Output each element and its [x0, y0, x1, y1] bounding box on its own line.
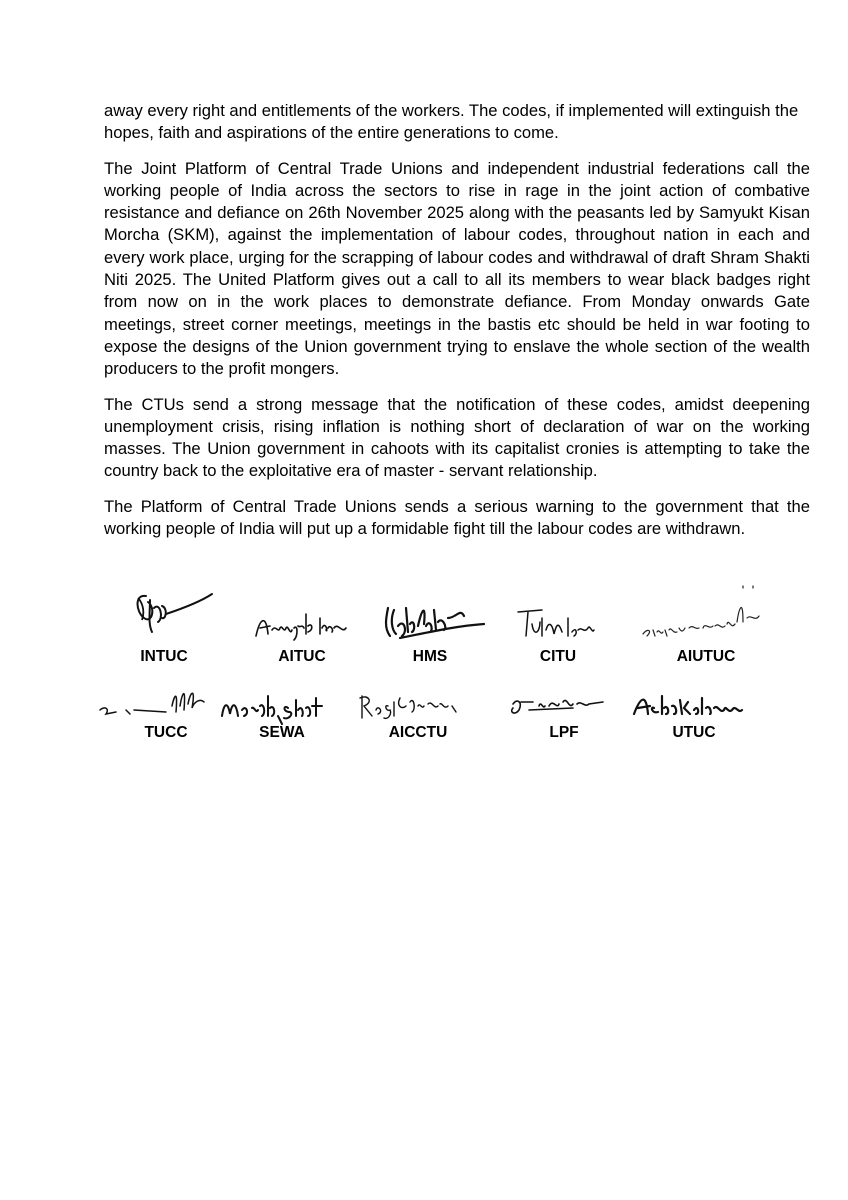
- signature-citu-icon: [498, 578, 618, 648]
- org-label-aituc: AITUC: [278, 648, 326, 665]
- org-label-hms: HMS: [412, 648, 448, 665]
- signature-aituc-icon: [242, 578, 362, 648]
- signatory-intuc: [84, 578, 244, 665]
- signatory-aicctu: [338, 676, 498, 741]
- org-label-citu: CITU: [539, 648, 577, 665]
- org-label-aicctu: AICCTU: [388, 724, 448, 741]
- paragraph-3: The CTUs send a strong message that the notification of these codes, amidst deepening unemployment crisis, rising inflation is nothing short of declaration of war on the working masses. The Union government in cahoots with its capitalist cronies is attempting to take the country back to the exploitative era of master - servant relationship.: [104, 394, 810, 481]
- signature-utuc-icon: [624, 676, 764, 726]
- org-label-aiutuc: AIUTUC: [676, 648, 736, 665]
- signature-lpf-icon: [499, 676, 629, 726]
- signatory-utuc: [614, 676, 774, 741]
- signatory-aiutuc: [626, 578, 786, 665]
- signature-sewa-icon: [212, 676, 352, 726]
- paragraph-4: The Platform of Central Trade Unions sends a serious warning to the government that the working people of India will put up a formidable fight till the labour codes are withdrawn.: [104, 496, 810, 539]
- org-label-intuc: INTUC: [140, 648, 188, 665]
- signature-intuc-icon: [104, 578, 224, 648]
- org-label-tucc: TUCC: [144, 724, 188, 741]
- document-body: [104, 100, 810, 553]
- org-label-lpf: LPF: [549, 724, 579, 741]
- signatory-citu: [478, 578, 638, 665]
- signature-aicctu-icon: [348, 676, 488, 726]
- org-label-utuc: UTUC: [672, 724, 716, 741]
- org-label-sewa: SEWA: [259, 724, 305, 741]
- paragraph-1: away every right and entitlements of the workers. The codes, if implemented will extinguish the hopes, faith and aspirations of the entire generations to come.: [104, 101, 799, 143]
- signature-aiutuc-icon: [631, 578, 781, 648]
- paragraph-2: The Joint Platform of Central Trade Unions and independent industrial federations call the working people of India across the sectors to rise in rage in the joint action of combative resistance and defiance on 26th November 2025 along with the peasants led by Samyukt Kisan Morcha (SKM), against the implementation of labour codes, throughout nation in each and every work place, urging for the scrapping of labour codes and withdrawal of draft Shram Shakti Niti 2025. The United Platform gives out a call to all its members to wear black badges right from now on in the work places to demonstrate defiance. From Monday onwards Gate meetings, street corner meetings, meetings in the bastis etc should be held in war footing to expose the designs of the Union government trying to enslave the whole section of the wealth producers to the profit mongers.: [104, 158, 810, 379]
